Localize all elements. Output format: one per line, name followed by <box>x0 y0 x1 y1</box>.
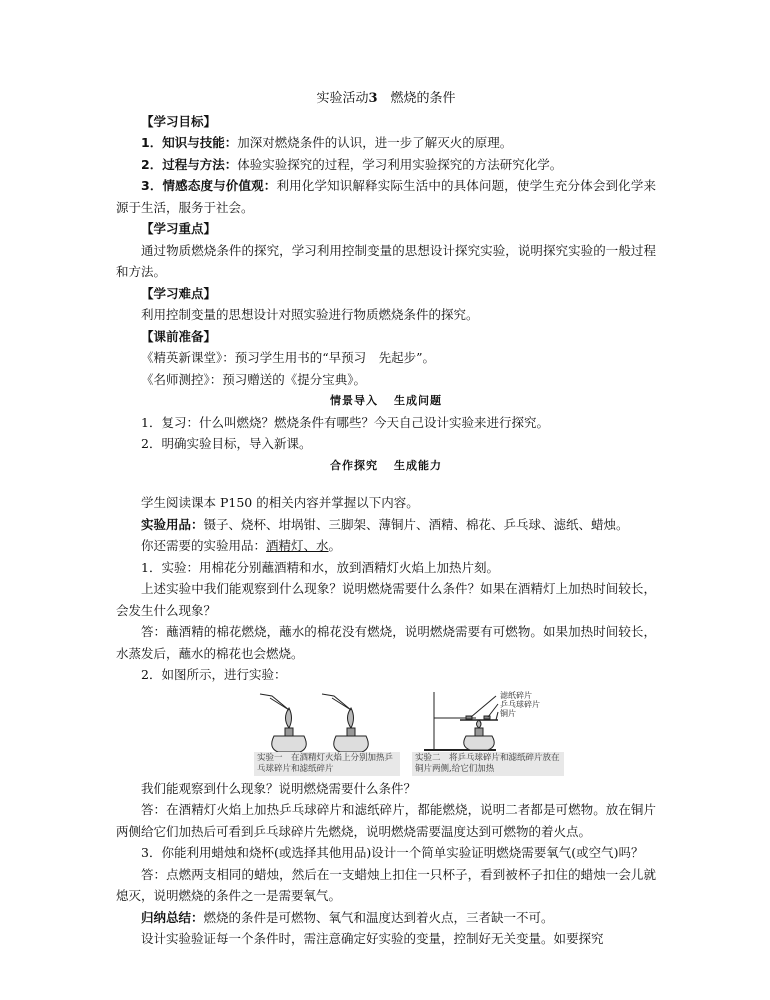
reading-instruction: 学生阅读课本 P150 的相关内容并掌握以下内容。 <box>141 495 419 510</box>
answer-1: 答：蘸酒精的棉花燃烧，蘸水的棉花没有燃烧，说明燃烧需要有可燃物。如果加热时间较长，水蒸发后，蘸水的棉花也会燃烧。 <box>116 624 656 661</box>
label-copper: 铜片 <box>500 708 516 718</box>
prep-heading: 【课前准备】 <box>141 328 217 344</box>
experiment-figure <box>116 688 656 774</box>
figure-caption-1: 实验一 在酒精灯火焰上分别加热乒乓球碎片和滤纸碎片 <box>254 752 400 776</box>
answer-2: 答：在酒精灯火焰上加热乒乓球碎片和滤纸碎片，都能燃烧，说明二者都是可燃物。放在铜片两侧给它们加热后可看到乒乓球碎片先燃烧，说明燃烧需要温度达到可燃物的着火点。 <box>116 802 656 839</box>
section-heading-intro: 情景导入 生成问题 <box>330 394 442 407</box>
label-filter-paper: 滤纸碎片 <box>500 690 532 700</box>
difficulty-text: 利用控制变量的思想设计对照实验进行物质燃烧条件的探究。 <box>141 307 479 322</box>
key-point-heading: 【学习重点】 <box>141 221 217 236</box>
answer-3: 答：点燃两支相同的蜡烛，然后在一支蜡烛上扣住一只杯子，看到被杯子扣住的蜡烛一会儿就熄灭，说明燃烧的条件之一是需要氧气。 <box>116 866 656 903</box>
experiment-2-illustration <box>416 688 566 754</box>
objective-2: 2．过程与方法：体验实验探究的过程，学习利用实验探究的方法研究化学。 <box>141 156 563 172</box>
objective-3: 3．情感态度与价值观：利用化学知识解释实际生活中的具体问题，使学生充分体会到化学来源于生活，服务于社会。 <box>116 178 656 215</box>
supplies-paragraph: 实验用品：镊子、烧杯、坩埚钳、三脚架、薄铜片、酒精、棉花、乒乓球、滤纸、蜡烛。 <box>141 516 629 532</box>
prep-line-2: 《名师测控》：预习赠送的《提分宝典》。 <box>141 371 367 387</box>
question-1: 上述实验中我们能观察到什么现象？说明燃烧需要什么条件？如果在酒精灯上加热时间较长，会发生什么现象？ <box>116 581 656 618</box>
key-point-text: 通过物质燃烧条件的探究，学习利用控制变量的思想设计探究实验，说明探究实验的一般过程和方法。 <box>116 242 656 279</box>
last-paragraph: 设计实验验证每一个条件时，需注意确定好实验的变量，控制好无关变量。如要探究 <box>141 931 604 946</box>
experiment-2: 2．如图所示，进行实验： <box>141 667 287 682</box>
needed-supplies-answer: 酒精灯、水 <box>266 538 329 553</box>
experiment-1-illustration <box>254 688 394 754</box>
intro-item-2: 2．明确实验目标，导入新课。 <box>141 436 312 451</box>
difficulty-heading: 【学习难点】 <box>141 285 217 301</box>
figure-caption-2: 实验二 将乒乓球碎片和滤纸碎片放在铜片两侧,给它们加热 <box>412 752 564 776</box>
question-3: 3．你能利用蜡烛和烧杯(或选择其他用品)设计一个简单实验证明燃烧需要氧气(或空气)吗？ <box>141 845 644 860</box>
experiment-1: 1．实验：用棉花分别蘸酒精和水，放到酒精灯火焰上加热片刻。 <box>141 559 499 575</box>
objective-1: 1．知识与技能：加深对燃烧条件的认识，进一步了解灭火的原理。 <box>141 135 513 150</box>
objectives-heading: 【学习目标】 <box>141 113 217 129</box>
prep-line-1: 《精英新课堂》：预习学生用书的“早预习 先起步”。 <box>141 350 436 365</box>
section-heading-explore: 合作探究 生成能力 <box>330 458 442 472</box>
page-title: 实验活动3 燃烧的条件 <box>316 91 456 106</box>
label-pingpong: 乒乓球碎片 <box>500 699 540 709</box>
question-2: 我们能观察到什么现象？说明燃烧需要什么条件？ <box>141 780 417 796</box>
needed-supplies: 你还需要的实验用品：酒精灯、水。 <box>141 538 342 553</box>
intro-item-1: 1．复习：什么叫燃烧？燃烧条件有哪些？今天自己设计实验来进行探究。 <box>141 414 549 430</box>
summary: 归纳总结：燃烧的条件是可燃物、氧气和温度达到着火点，三者缺一不可。 <box>141 909 554 925</box>
document-page <box>116 88 656 950</box>
